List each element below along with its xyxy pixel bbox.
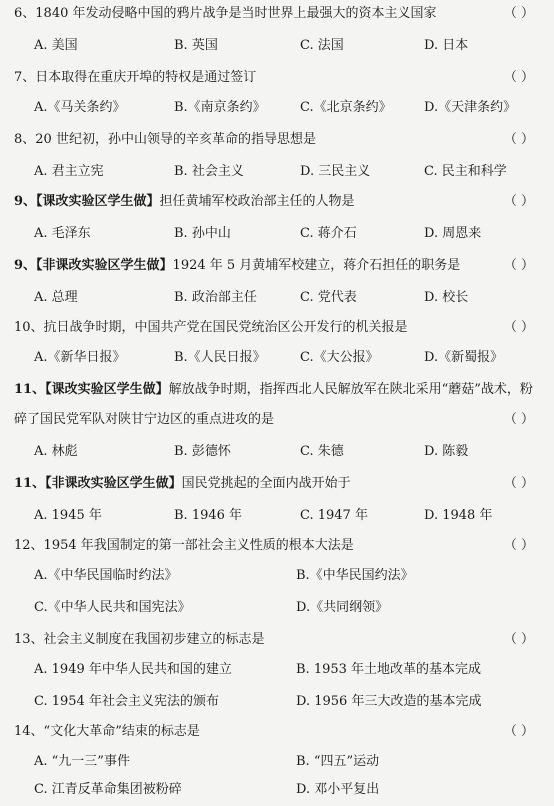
option-a[interactable]: A. 毛泽东 [34, 226, 91, 241]
option-d[interactable]: D. 陈毅 [424, 444, 469, 459]
option-d[interactable]: D. 1956 年三大改造的基本完成 [296, 694, 482, 709]
question-tag: 11、【课改实验区学生做】 [14, 382, 169, 397]
option-b[interactable]: B.《人民日报》 [174, 350, 266, 365]
question-12-stem: 12、1954 年我国制定的第一部社会主义性质的根本大法是 [14, 538, 354, 553]
question-stem: 担任黄埔军校政治部主任的人物是 [159, 194, 355, 209]
option-b[interactable]: B. 孙中山 [174, 226, 231, 241]
question-6 [14, 6, 534, 22]
answer-blank[interactable]: （ ） [503, 476, 534, 491]
option-c[interactable]: C. 民主和科学 [424, 164, 507, 179]
option-c[interactable]: C. 朱德 [300, 444, 344, 459]
answer-blank[interactable]: （ ） [503, 194, 534, 209]
option-c[interactable]: C.《大公报》 [300, 350, 379, 365]
question-7-stem: 7、日本取得在重庆开埠的特权是通过签订 [14, 70, 257, 85]
option-c[interactable]: C. 江青反革命集团被粉碎 [34, 782, 182, 797]
option-d[interactable]: D. 邓小平复出 [296, 782, 380, 797]
option-c[interactable]: C. 1954 年社会主义宪法的颁布 [34, 694, 219, 709]
option-c[interactable]: C. 蒋介石 [300, 226, 357, 241]
answer-blank[interactable]: （ ） [503, 724, 534, 739]
question-stem: 1924 年 5 月黄埔军校建立，蒋介石担任的职务是 [172, 258, 461, 273]
option-a[interactable]: A. 1945 年 [34, 508, 102, 523]
answer-blank[interactable]: （ ） [503, 538, 534, 553]
question-13 [14, 632, 534, 648]
question-6-stem: 6、1840 年发动侵略中国的鸦片战争是当时世界上最强大的资本主义国家 [14, 6, 437, 21]
option-d[interactable]: D.《共同纲领》 [296, 600, 389, 615]
option-c[interactable]: C.《北京条约》 [300, 100, 392, 115]
option-b[interactable]: B. 1953 年土地改革的基本完成 [296, 662, 482, 677]
answer-blank[interactable]: （ ） [503, 412, 534, 427]
question-tag: 11、【非课改实验区学生做】 [14, 476, 182, 491]
option-c[interactable]: C. 1947 年 [300, 508, 368, 523]
answer-blank[interactable]: （ ） [503, 258, 534, 273]
option-d[interactable]: D. 1948 年 [424, 508, 493, 523]
question-8 [14, 132, 534, 148]
option-b[interactable]: B. 社会主义 [174, 164, 244, 179]
option-d[interactable]: D. 日本 [424, 38, 469, 53]
question-stem: 国民党挑起的全面内战开始于 [181, 476, 351, 491]
question-10 [14, 320, 534, 336]
question-9-reform [14, 194, 534, 210]
option-d[interactable]: D. 三民主义 [300, 164, 371, 179]
option-a[interactable]: A. 林彪 [34, 444, 78, 459]
answer-blank[interactable]: （ ） [503, 632, 534, 647]
question-11-reform-cont [14, 412, 534, 428]
question-stem-cont: 碎了国民党军队对陕甘宁边区的重点进攻的是 [14, 412, 275, 427]
option-d[interactable]: D.《新蜀报》 [424, 350, 504, 365]
option-b[interactable]: B. 英国 [174, 38, 218, 53]
answer-blank[interactable]: （ ） [503, 320, 534, 335]
question-11-nonreform [14, 476, 534, 492]
option-c[interactable]: C. 法国 [300, 38, 344, 53]
option-b[interactable]: B.《中华民国约法》 [296, 568, 414, 583]
question-10-stem: 10、抗日战争时期，中国共产党在国民党统治区公开发行的机关报是 [14, 320, 408, 335]
option-a[interactable]: A. 君主立宪 [34, 164, 104, 179]
option-d[interactable]: D.《天津条约》 [424, 100, 517, 115]
question-tag: 9、【课改实验区学生做】 [14, 194, 160, 209]
option-d[interactable]: D. 周恩来 [424, 226, 482, 241]
question-14-stem: 14、“文化大革命”结束的标志是 [14, 724, 200, 739]
option-a[interactable]: A.《新华日报》 [34, 350, 126, 365]
question-8-stem: 8、20 世纪初，孙中山领导的辛亥革命的指导思想是 [14, 132, 316, 147]
question-9-nonreform [14, 258, 534, 274]
option-b[interactable]: B. “四五”运动 [296, 754, 380, 769]
option-a[interactable]: A. 美国 [34, 38, 78, 53]
question-12 [14, 538, 534, 554]
answer-blank[interactable]: （ ） [503, 70, 534, 85]
answer-blank[interactable]: （ ） [503, 132, 534, 147]
question-13-stem: 13、社会主义制度在我国初步建立的标志是 [14, 632, 265, 647]
option-b[interactable]: B. 彭德怀 [174, 444, 231, 459]
question-14 [14, 724, 534, 740]
option-d[interactable]: D. 校长 [424, 290, 469, 305]
option-a[interactable]: A. 1949 年中华人民共和国的建立 [34, 662, 232, 677]
answer-blank[interactable]: （ ） [503, 6, 534, 21]
option-a[interactable]: A. 总理 [34, 290, 78, 305]
question-7 [14, 70, 534, 86]
option-b[interactable]: B.《南京条约》 [174, 100, 266, 115]
option-b[interactable]: B. 政治部主任 [174, 290, 257, 305]
question-11-reform [14, 382, 550, 398]
option-a[interactable]: A.《中华民国临时约法》 [34, 568, 178, 583]
option-a[interactable]: A.《马关条约》 [34, 100, 126, 115]
question-stem: 解放战争时期，指挥西北人民解放军在陕北采用“蘑菇”战术，粉 [168, 382, 533, 397]
option-c[interactable]: C. 党代表 [300, 290, 357, 305]
question-tag: 9、【非课改实验区学生做】 [14, 258, 173, 273]
option-a[interactable]: A. “九一三”事件 [34, 754, 130, 769]
option-b[interactable]: B. 1946 年 [174, 508, 243, 523]
option-c[interactable]: C.《中华人民共和国宪法》 [34, 600, 191, 615]
